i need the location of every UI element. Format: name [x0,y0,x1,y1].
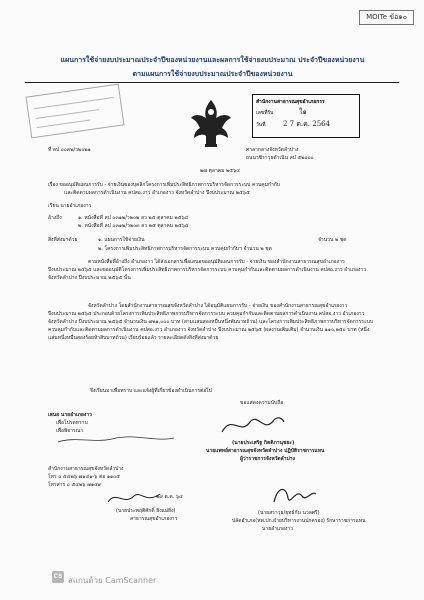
received-date-value: 2 7 ต.ค. 2564 [283,120,331,128]
header-rule [25,82,399,83]
received-no-label: เลขที่รับ [256,110,274,116]
signer-name: (นายประเสริฐ กิตติภานุชยะ) [232,440,295,446]
signer-title-2: ผู้ว่าราชการจังหวัดลำปาง [240,456,295,462]
header-line-1: แผนการใช้จ่ายงบประมาณประจำปีของหน่วยงานและผลการใช้จ่ายงบประมาณ ประจำปีของหน่วยงาน [60,56,365,64]
closing-1: จึงเรียนมาเพื่อทราบ และแจ้งผู้ที่เกี่ยวข้องดำเนินการต่อไป [90,388,212,394]
ref-1: ๑. หนังสือที่ ลป ๐๓๑๒/ว๒๐๒ ลว ๒๕ ตุลาคม ๒๕๖๔ [78,215,189,221]
memo-subject: เรื่อง ขออนุมัติแผนการรับ - จ่ายเงินของบุคลิกโครงการเพิ่มประสิทธิภาพการบริหารจัดการระบบ ควบคุมกำกับ [48,182,280,188]
note-left-2: เพื่อโปรดทราบ [56,420,88,426]
memo-number: ที่ ลป ๐๐๓๒/ว๒๐๒๑ [48,147,91,153]
signer-title-1: นายแพทย์สาธารณสุขจังหวัดลำปาง ปฏิบัติราชการแทน [206,448,325,454]
note-date: ๒๙ ต.ค. ๖๔ [156,494,183,500]
district-officer-signature [270,482,318,508]
office-name: สำนักงานสาธารณสุขจังหวัดลำปาง [48,466,124,472]
doc-tag: MOITe ข้อ๑๐ [359,10,414,25]
closing-2: ขอแสดงความนับถือ [240,400,284,406]
memo-subject-2: และติดตามผลการดำเนินงาน คปสอ.งาว อำเภองาว จังหวัดลำปาง ปีงบประมาณ ๒๕๖๕ [64,190,250,196]
note-left-3: เพื่อพิจารณา [56,428,84,434]
memo-date: ๒๗ ตุลาคม ๒๕๖๔ [200,168,241,174]
handwritten-note-scribble [56,432,176,448]
note-signer-title: สาธารณสุขอำเภองาว [130,516,178,522]
attachment-1: ๑. แผนการใช้จ่ายเงิน [98,237,145,243]
note-left-1: เสนอ นายอำเภองาว [48,412,92,418]
attachment-1-qty: จำนวน ๒ ชุด [318,237,347,243]
attachment-2: ๒. โครงการเพิ่มประสิทธิภาพการบริหารจัดการระบบ ควบคุมกำกับฯ จำนวน ๒ ชุด [98,246,272,252]
from-address-2: ถนนวชิราวุธดำเนิน ลป ๕๒๐๐๐ [246,155,314,161]
camscanner-watermark: สแกนด้วย CamScanner [68,576,157,585]
right-signer-title-2: นายอำเภองาว [262,526,294,532]
director-signature [218,410,288,438]
right-signer-title-1: ปลัดอำเภอ(หพ.ปก.ฝ่ายบริหารงานปกครอง) รักษาราชการแทน [232,518,366,524]
header-line-2: ตามแผนการใช้จ่ายงบประมาณประจำปีของหน่วยงาน [132,70,293,78]
received-office: สำนักงานสาธารณสุขอำเภอกรร [256,99,325,105]
from-address-1: ศาลากลางจังหวัดลำปาง [246,147,299,153]
ref-label: อ้างถึง [48,215,62,221]
ref-2: ๒. หนังสือที่ ลป ๐๓๑๒/ว๒๐๓ ลว ๒๕ ตุลาคม ๒๕๖๔ [78,223,189,229]
office-tel: โทร ๐ ๕๔๒๖ ๗๑๔๑-๖ ต่อ ๑๑๐๕ [48,474,121,480]
garuda-emblem-icon [188,96,234,150]
attachment-label: สิ่งที่ส่งมาด้วย [48,237,78,243]
received-no-value: ใ๑ [299,108,307,116]
body-paragraph-1: ตามหนังสือที่อ้างถึง อำเภองาว ได้ส่งเอกสารเพื่อเสนอขออนุมัติแผนการรับ - จ่ายเงิน ของสำนักงานสาธารณสุขอำเภองาว ปีงบประมาณ ๒๕๖๕ และขออนุมัติโครงการเพิ่มประสิทธิภาพการบริหารจัดการระบบ ควบคุมกำกับและติดตามผลการดำเนินงาน คปสอ.งาว อำเภองาว จังหวัดลำปาง ปีงบประมาณ ๒๕๖๕ นั้น [48,259,367,281]
camscanner-logo-icon: CS [52,571,64,583]
right-signer-name: (นายสราวุธ/ยุทธ์กัน นวลศรี) [258,510,320,516]
received-stamp [252,94,360,138]
received-date-label: วันที่ [256,122,266,128]
body-paragraph-2: จังหวัดลำปาง โดยสำนักงานสาธารณสุขจังหวัดลำปาง ได้อนุมัติแผนการรับ - จ่ายเงิน ของสำนักงานสาธารณสุขอำเภองาว ปีงบประมาณ ๒๕๖๕ ประกอบด้วยโครงการเพิ่มประสิทธิภาพการบริหารจัดการระบบ ควบคุมกำกับและติดตามผลการดำเนินงาน คปสอ.งาว อำเภองาว จังหวัดลำปาง ปีงบประมาณ ๒๕๖๕ จำนวนเงิน ๗๒๑,๐๐๐ บาท (สามแสนสองหมื่นหนึ่งพันบาทถ้วน) และโครงการเพิ่มประสิทธิภาพการบริหารจัดการระบบ ควบคุมกำกับและติดตามผลการดำเนินงาน คปสอ.งาว อำเภองาว จังหวัดลำปาง ปีงบประมาณ ๒๕๖๕ (ผลงานเพิ่มเติม) จำนวนเงิน ๑๑๐,๒๕๐ บาท (หนึ่งแสนหนึ่งหมื่นสองร้อยห้าสิบบาทถ้วน) เรียบร้อยแล้ว รายละเอียดดังสิ่งที่ส่งมาด้วย [48,303,373,341]
office-fax: โทรสาร ๐ ๕๔๒๖ ๗๑๔๙ [48,482,102,488]
memo-to: เรียน นายอำเภองาว [48,203,92,209]
health-officer-signature [104,488,164,508]
note-signer-name: (นายประพฤติศักดิ์ ยิ่งแม่ยิ่ง) [116,508,176,514]
faint-stamp [26,84,125,139]
